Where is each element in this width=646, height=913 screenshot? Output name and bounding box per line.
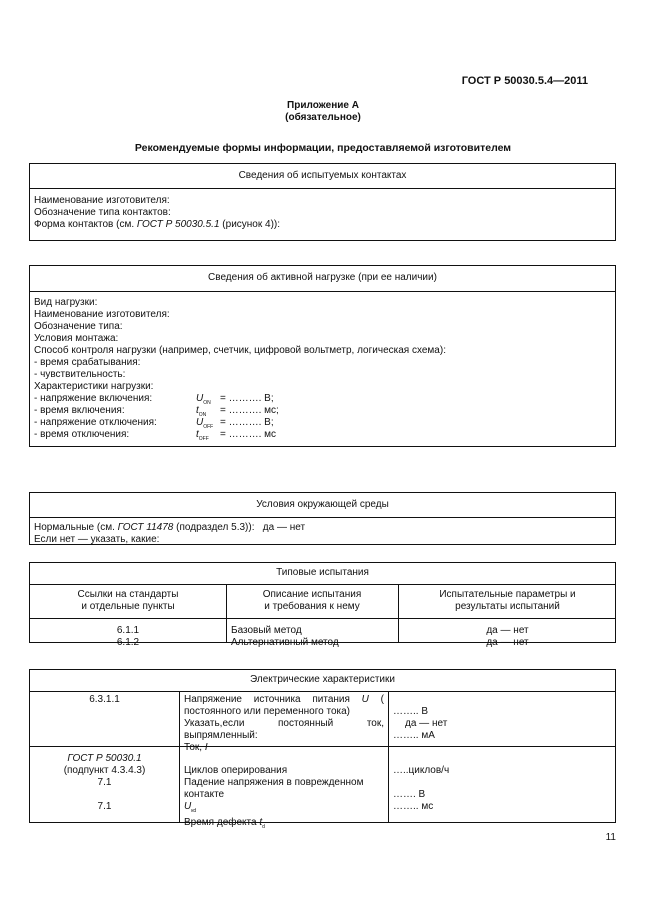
table-cell: …….. мА [393,730,435,741]
electrical-table [29,669,616,830]
param-line: - напряжение включения: $U_{ON}$ = ………. В; [34,393,274,406]
table-cell: 6.1.2 [116,637,140,648]
active-load-box [29,265,616,447]
text-line: Характеристики нагрузки: [34,381,154,392]
column-header: Ссылки на стандарты и отдельные пункты [77,589,179,612]
text-line: Наименование изготовителя: [34,195,170,206]
text-line: - время срабатывания: [34,357,141,368]
text-line: Если нет — указать, какие: [34,534,160,545]
table-cell: 6.3.1.1 [89,694,120,705]
box-title: Сведения об испытуемых контактах [30,164,615,189]
param-line: - время включения: $t_{ON}$ = ………. мс; [34,405,279,418]
table-cell: …..циклов/ч [393,765,450,776]
table-cell: Напряжение источника питания U ( постоянного или переменного тока) Указать,если постоянный ток, выпрямленный: Ток, I [184,694,384,753]
column-header: Испытательные параметры и результаты испытаний [439,589,576,612]
text-line: Форма контактов (см. ГОСТ Р 50030.5.1 (рисунок 4)): [34,219,281,230]
table-cell: да — нет [486,625,529,636]
table-cell: …….. В [393,706,429,717]
text-line: Наименование изготовителя: [34,309,170,320]
param-line: - время отключения: $t_{OFF}$ = ………. мс [34,429,277,442]
box-title: Сведения об активной нагрузке (при ее наличии) [30,266,615,292]
environment-box [29,492,616,545]
main-title: Рекомендуемые формы информации, предоставляемой изготовителем [134,142,512,154]
text-line: Обозначение типа контактов: [34,207,171,218]
table-cell: Базовый метод [231,625,302,636]
box-title: Условия окружающей среды [30,493,615,518]
text-line: Условия монтажа: [34,333,119,344]
doc-code: ГОСТ Р 50030.5.4—2011 [461,75,588,87]
text-line: Вид нагрузки: [34,297,98,308]
table-cell: да — нет [486,637,529,648]
appendix-title: Приложение А [287,100,359,111]
box-title: Типовые испытания [30,563,615,585]
text-line: Обозначение типа: [34,321,123,332]
page-number: 11 [605,832,616,843]
tested-contacts-box [29,163,616,241]
box-title: Электрические характеристики [30,670,615,692]
table-cell: …….. мс [393,801,434,812]
table-cell: да — нет [405,718,448,729]
text-line: Способ контроля нагрузки (например, счетчик, цифровой вольтметр, логическая схема): [34,345,446,356]
type-tests-table [29,562,616,648]
table-cell: Альтернативный метод [231,637,339,648]
table-cell: Циклов оперирования Падение напряжения в поврежденном контакте $U_{кd}$ Время дефекта $t_d$ [184,765,364,830]
table-cell: 6.1.1 [116,625,140,636]
table-cell: ГОСТ Р 50030.1 (подпункт 4.3.4.3) 7.1 7.1 [63,753,146,812]
column-header: Описание испытания и требования к нему [262,589,362,612]
text-line: - чувствительность: [34,369,126,380]
text-line: Нормальные (см. ГОСТ 11478 (подраздел 5.3)): да — нет [34,522,306,533]
param-line: - напряжение отключения: $U_{OFF}$ = ………. В; [34,417,274,430]
appendix-status: (обязательное) [285,112,361,123]
table-cell: ……. В [393,789,426,800]
